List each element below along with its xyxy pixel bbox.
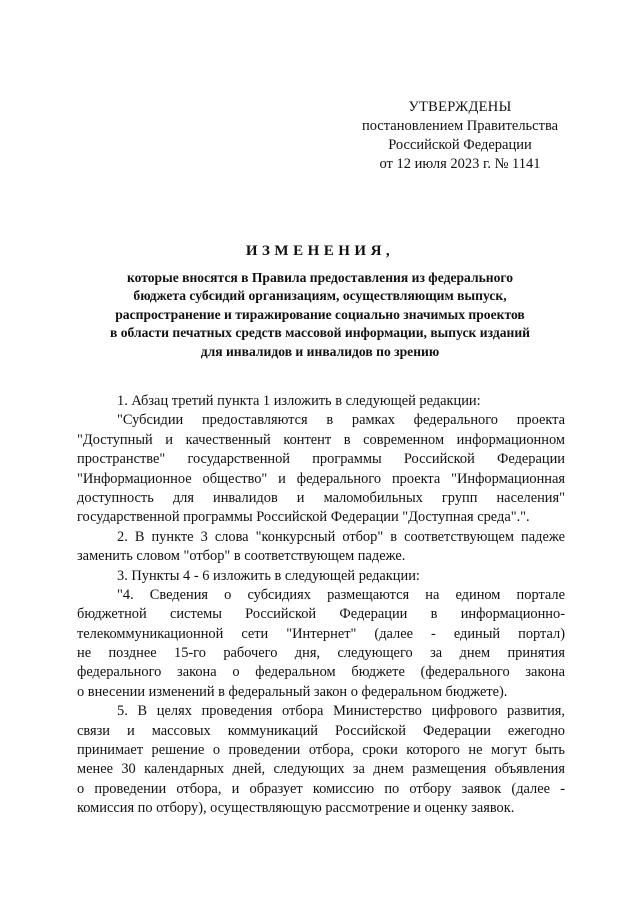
body-line: пространстве" государственной программы Российской Федерации: [77, 451, 565, 468]
body-line: 1. Абзац третий пункта 1 изложить в следующей редакции:: [117, 393, 481, 409]
subtitle-line: для инвалидов и инвалидов по зрению: [200, 343, 440, 359]
body-line: 5. В целях проведения отбора Министерство цифрового развития,: [117, 703, 565, 720]
body-line: менее 30 календарных дней, следующих за днем размещения объявления: [77, 761, 565, 778]
body-line: 3. Пункты 4 - 6 изложить в следующей редакции:: [117, 567, 420, 584]
body-line: телекоммуникационной сети "Интернет" (далее - единый портал): [77, 625, 565, 642]
body-line: государственной программы Российской Федерации "Доступная среда".".: [77, 509, 530, 526]
body-line: принимает решение о проведении отбора, сроки которого не могут быть: [77, 742, 565, 759]
body-line: не позднее 15-го рабочего дня, следующего за днем принятия: [77, 645, 565, 662]
approval-stamp: [340, 98, 580, 174]
approval-line-2: Российской Федерации: [388, 137, 532, 153]
body-line: бюджетной системы Российской Федерации в информационно-: [77, 606, 565, 623]
document-subtitle: [70, 269, 570, 361]
body-line: заменить словом "отбор" в соответствующем падеже.: [77, 548, 406, 565]
body-line: о внесении изменений в федеральный закон о федеральном бюджете).: [77, 683, 508, 700]
body-line: "Доступный и качественный контент в современном информационном: [77, 431, 565, 448]
approval-title: УТВЕРЖДЕНЫ: [408, 99, 512, 115]
body-line: связи и массовых коммуникаций Российской Федерации ежегодно: [77, 722, 565, 739]
subtitle-line: бюджета субсидий организациям, осуществляющим выпуск,: [133, 288, 507, 304]
body-line: 2. В пункте 3 слова "конкурсный отбор" в соответствующем падеже: [117, 528, 565, 545]
body-line: комиссия по отбору), осуществляющую рассмотрение и оценку заявок.: [77, 800, 515, 817]
approval-line-3: от 12 июля 2023 г. № 1141: [379, 156, 541, 172]
body-line: федерального закона о федеральном бюджете (федерального закона: [77, 664, 565, 681]
subtitle-line: распространение и тиражирование социально значимых проектов: [115, 306, 525, 322]
body-line: "4. Сведения о субсидиях размещаются на едином портале: [117, 586, 565, 603]
body-line: о проведении отбора, и образует комиссию по отбору заявок (далее -: [77, 780, 565, 797]
document-body: [77, 392, 565, 819]
body-line: доступность для инвалидов и маломобильных групп населения": [77, 489, 565, 506]
body-line: "Информационное общество" и федерального проекта "Информационная: [77, 470, 565, 487]
body-line: "Субсидии предоставляются в рамках федерального проекта: [117, 412, 565, 429]
subtitle-line: которые вносятся в Правила предоставления из федерального: [126, 270, 514, 285]
approval-line-1: постановлением Правительства: [361, 118, 559, 134]
subtitle-line: в области печатных средств массовой информации, выпуск изданий: [110, 325, 530, 341]
document-heading: ИЗМЕНЕНИЯ,: [245, 243, 395, 259]
